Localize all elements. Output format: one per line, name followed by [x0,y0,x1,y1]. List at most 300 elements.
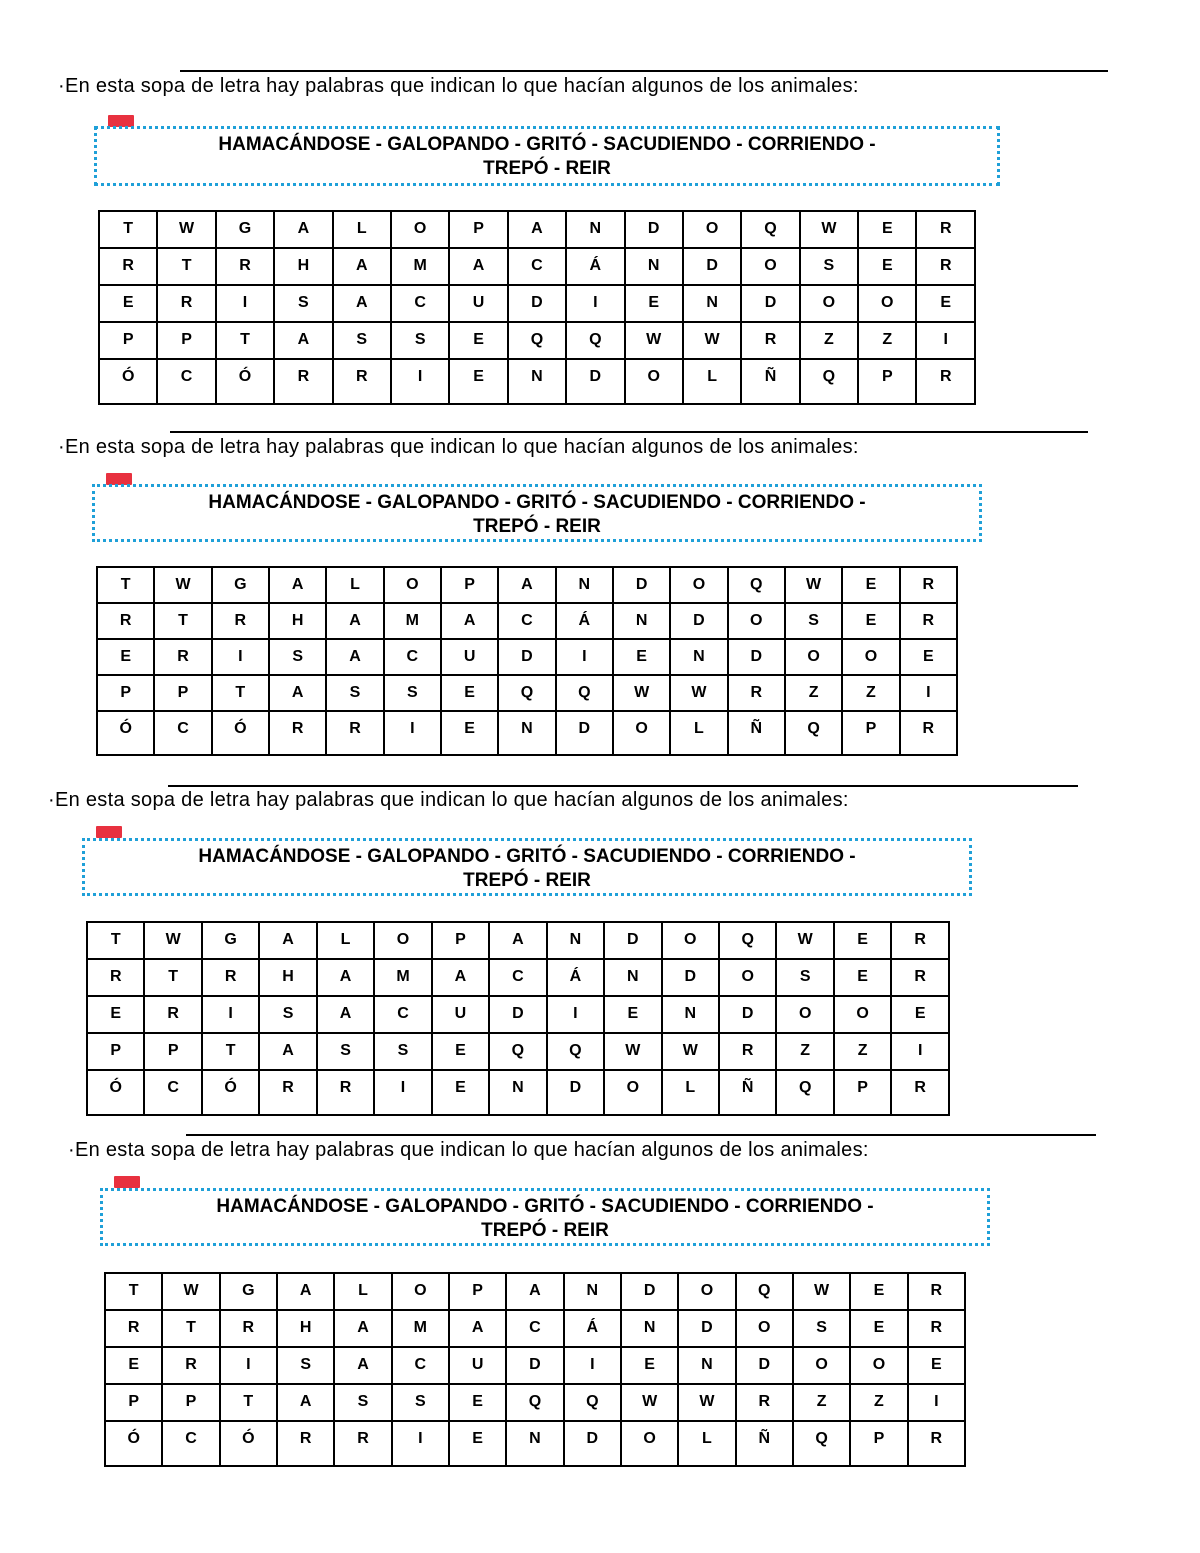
word-list-line-1: HAMACÁNDOSE - GALOPANDO - GRITÓ - SACUDIENDO - CORRIENDO - [198,846,856,867]
grid-cell: W [162,1273,219,1310]
grid-cell: O [391,211,449,248]
grid-cell: W [154,567,211,603]
grid-cell: Q [728,567,785,603]
grid-cell: Q [719,922,776,959]
grid-cell: E [99,285,157,322]
grid-cell: E [441,711,498,755]
grid-cell: R [736,1384,793,1421]
grid-row [97,711,957,755]
grid-cell: O [613,711,670,755]
grid-row [97,675,957,711]
grid-cell: I [220,1347,277,1384]
grid-cell: R [317,1070,374,1115]
grid-cell: N [604,959,661,996]
grid-cell: I [202,996,259,1033]
grid-cell: N [508,359,566,404]
grid-cell: I [900,675,957,711]
grid-cell: I [564,1347,621,1384]
top-rule [170,431,1088,433]
grid-cell: R [269,711,326,755]
grid-cell: R [274,359,332,404]
grid-cell: R [162,1347,219,1384]
grid-cell: D [736,1347,793,1384]
grid-cell: E [441,675,498,711]
grid-cell: O [621,1421,678,1466]
grid-cell: O [392,1273,449,1310]
word-list-line-1: HAMACÁNDOSE - GALOPANDO - GRITÓ - SACUDIENDO - CORRIENDO - [216,1196,874,1217]
grid-cell: D [728,639,785,675]
grid-cell: A [334,1310,391,1347]
grid-cell: L [326,567,383,603]
grid-cell: R [908,1273,965,1310]
grid-cell: P [157,322,215,359]
instruction-text: ·En esta sopa de letra hay palabras que indican lo que hacían algunos de los animales: [68,1139,869,1161]
grid-cell: P [842,711,899,755]
grid-cell: M [391,248,449,285]
grid-cell: R [202,959,259,996]
grid-cell: C [506,1310,563,1347]
grid-cell: O [728,603,785,639]
grid-cell: P [850,1421,907,1466]
grid-cell: S [259,996,316,1033]
grid-cell: A [441,603,498,639]
grid-cell: E [625,285,683,322]
grid-cell: C [508,248,566,285]
grid-cell: S [277,1347,334,1384]
top-rule [186,1134,1096,1136]
grid-cell: D [566,359,624,404]
grid-cell: I [391,359,449,404]
word-list-line-1: HAMACÁNDOSE - GALOPANDO - GRITÓ - SACUDIENDO - CORRIENDO - [208,492,866,513]
grid-cell: S [317,1033,374,1070]
grid-cell: R [333,359,391,404]
grid-cell: N [566,211,624,248]
grid-cell: Ñ [741,359,799,404]
grid-cell: C [489,959,546,996]
grid-cell: Q [736,1273,793,1310]
grid-cell: R [144,996,201,1033]
grid-cell: E [604,996,661,1033]
grid-cell: N [564,1273,621,1310]
grid-cell: Ó [202,1070,259,1115]
grid-row [97,603,957,639]
grid-cell: T [162,1310,219,1347]
grid-cell: S [391,322,449,359]
grid-cell: G [212,567,269,603]
grid-cell: E [900,639,957,675]
grid-cell: R [99,248,157,285]
grid-cell: E [908,1347,965,1384]
grid-cell: O [670,567,727,603]
grid-cell: N [498,711,555,755]
grid-cell: R [334,1421,391,1466]
grid-cell: M [392,1310,449,1347]
grid-cell: Q [506,1384,563,1421]
grid-cell: W [613,675,670,711]
grid-cell: A [277,1273,334,1310]
grid-cell: D [498,639,555,675]
grid-cell: C [154,711,211,755]
grid-cell: E [891,996,949,1033]
grid-cell: A [506,1273,563,1310]
grid-cell: C [162,1421,219,1466]
instruction-text: ·En esta sopa de letra hay palabras que indican lo que hacían algunos de los animales: [58,75,859,97]
grid-cell: E [858,248,916,285]
grid-cell: R [212,603,269,639]
grid-cell: N [506,1421,563,1466]
grid-cell: W [621,1384,678,1421]
grid-cell: D [564,1421,621,1466]
grid-cell: Q [508,322,566,359]
grid-cell: Ó [212,711,269,755]
grid-cell: Q [547,1033,604,1070]
grid-cell: W [157,211,215,248]
grid-cell: G [216,211,274,248]
grid-cell: S [374,1033,431,1070]
grid-row [87,959,949,996]
grid-cell: I [216,285,274,322]
grid-cell: Ó [220,1421,277,1466]
grid-cell: N [662,996,719,1033]
grid-cell: T [105,1273,162,1310]
grid-cell: N [621,1310,678,1347]
grid-cell: I [384,711,441,755]
grid-cell: R [741,322,799,359]
grid-cell: E [842,603,899,639]
grid-cell: R [891,1070,949,1115]
grid-cell: D [506,1347,563,1384]
grid-cell: C [157,359,215,404]
grid-row [105,1310,965,1347]
grid-cell: R [916,248,975,285]
grid-cell: A [326,639,383,675]
grid-cell: S [776,959,833,996]
instruction-text: ·En esta sopa de letra hay palabras que indican lo que hacían algunos de los animales: [58,436,859,458]
grid-row [105,1384,965,1421]
grid-cell: D [678,1310,735,1347]
grid-cell: P [834,1070,891,1115]
grid-cell: R [916,359,975,404]
grid-cell: O [741,248,799,285]
grid-cell: D [604,922,661,959]
grid-cell: Á [547,959,604,996]
grid-cell: S [384,675,441,711]
word-list-box [82,838,972,896]
grid-cell: A [259,1033,316,1070]
grid-row [99,359,975,404]
grid-cell: Q [800,359,858,404]
grid-cell: A [498,567,555,603]
grid-cell: R [97,603,154,639]
grid-cell: T [220,1384,277,1421]
grid-cell: O [858,285,916,322]
grid-cell: P [449,1273,506,1310]
grid-cell: R [259,1070,316,1115]
grid-cell: D [625,211,683,248]
grid-cell: W [625,322,683,359]
grid-cell: O [719,959,776,996]
grid-cell: Q [776,1070,833,1115]
grid-cell: E [97,639,154,675]
grid-cell: A [432,959,489,996]
grid-cell: O [850,1347,907,1384]
grid-cell: C [392,1347,449,1384]
grid-cell: S [333,322,391,359]
grid-cell: O [776,996,833,1033]
grid-cell: N [678,1347,735,1384]
grid-cell: L [670,711,727,755]
grid-cell: R [157,285,215,322]
grid-cell: O [604,1070,661,1115]
grid-cell: E [449,359,507,404]
grid-cell: T [202,1033,259,1070]
grid-row [99,211,975,248]
grid-cell: A [259,922,316,959]
grid-cell: E [432,1070,489,1115]
grid-cell: Z [785,675,842,711]
grid-cell: T [216,322,274,359]
grid-cell: P [432,922,489,959]
grid-cell: W [800,211,858,248]
grid-row [87,996,949,1033]
grid-cell: A [269,567,326,603]
grid-cell: O [662,922,719,959]
grid-cell: I [916,322,975,359]
grid-cell: Q [741,211,799,248]
grid-cell: T [157,248,215,285]
grid-cell: Ñ [736,1421,793,1466]
grid-cell: M [384,603,441,639]
red-tab-icon [96,826,122,838]
grid-cell: A [449,1310,506,1347]
grid-cell: L [333,211,391,248]
grid-cell: S [274,285,332,322]
grid-cell: A [317,959,374,996]
grid-cell: A [277,1384,334,1421]
grid-cell: Q [793,1421,850,1466]
grid-cell: Z [776,1033,833,1070]
letter-grid [86,921,950,1116]
grid-cell: A [333,285,391,322]
grid-cell: E [834,922,891,959]
grid-cell: G [220,1273,277,1310]
grid-cell: A [508,211,566,248]
grid-row [105,1273,965,1310]
grid-cell: C [498,603,555,639]
grid-cell: O [842,639,899,675]
grid-cell: R [277,1421,334,1466]
grid-cell: C [144,1070,201,1115]
grid-cell: W [785,567,842,603]
grid-cell: Ó [216,359,274,404]
grid-cell: H [269,603,326,639]
grid-cell: Q [556,675,613,711]
grid-row [87,1070,949,1115]
grid-cell: Q [566,322,624,359]
grid-cell: R [900,567,957,603]
grid-cell: O [678,1273,735,1310]
grid-cell: S [392,1384,449,1421]
grid-cell: R [900,711,957,755]
word-list-line-2: TREPÓ - REIR [473,516,601,537]
grid-cell: A [274,322,332,359]
grid-cell: S [785,603,842,639]
top-rule [180,70,1108,72]
grid-cell: D [621,1273,678,1310]
grid-cell: A [317,996,374,1033]
grid-cell: E [850,1310,907,1347]
grid-cell: R [719,1033,776,1070]
grid-cell: O [625,359,683,404]
grid-cell: R [908,1310,965,1347]
grid-cell: I [547,996,604,1033]
grid-cell: I [566,285,624,322]
grid-cell: P [858,359,916,404]
grid-cell: R [105,1310,162,1347]
grid-cell: R [916,211,975,248]
grid-cell: N [556,567,613,603]
grid-cell: R [216,248,274,285]
grid-cell: I [908,1384,965,1421]
word-list-box [92,484,982,542]
grid-cell: C [374,996,431,1033]
grid-row [105,1421,965,1466]
grid-cell: E [850,1273,907,1310]
grid-cell: H [274,248,332,285]
grid-cell: D [508,285,566,322]
grid-cell: T [99,211,157,248]
grid-cell: R [891,922,949,959]
grid-cell: N [670,639,727,675]
grid-cell: D [670,603,727,639]
grid-cell: E [87,996,144,1033]
grid-cell: R [154,639,211,675]
grid-cell: A [269,675,326,711]
grid-cell: W [670,675,727,711]
grid-cell: U [449,285,507,322]
grid-cell: S [269,639,326,675]
grid-row [97,639,957,675]
top-rule [168,785,1078,787]
grid-cell: D [547,1070,604,1115]
grid-cell: Ñ [728,711,785,755]
grid-cell: T [87,922,144,959]
grid-cell: U [441,639,498,675]
grid-cell: E [834,959,891,996]
grid-cell: T [97,567,154,603]
grid-cell: D [489,996,546,1033]
grid-cell: P [449,211,507,248]
grid-cell: P [154,675,211,711]
grid-cell: L [662,1070,719,1115]
grid-cell: U [432,996,489,1033]
grid-cell: T [144,959,201,996]
grid-cell: N [683,285,741,322]
grid-cell: I [374,1070,431,1115]
grid-cell: O [793,1347,850,1384]
grid-cell: A [449,248,507,285]
grid-cell: N [547,922,604,959]
word-list-line-2: TREPÓ - REIR [481,1220,609,1241]
grid-cell: S [800,248,858,285]
grid-cell: L [683,359,741,404]
letter-grid [96,566,958,756]
grid-cell: Á [566,248,624,285]
grid-cell: R [728,675,785,711]
grid-cell: A [326,603,383,639]
grid-cell: W [144,922,201,959]
word-list-line-1: HAMACÁNDOSE - GALOPANDO - GRITÓ - SACUDIENDO - CORRIENDO - [218,134,876,155]
grid-cell: Ó [87,1070,144,1115]
grid-cell: Z [834,1033,891,1070]
word-list-box [100,1188,990,1246]
grid-cell: S [334,1384,391,1421]
grid-cell: O [374,922,431,959]
grid-cell: W [776,922,833,959]
grid-cell: N [613,603,670,639]
letter-grid [98,210,976,405]
grid-cell: O [785,639,842,675]
grid-cell: W [793,1273,850,1310]
grid-cell: Ó [97,711,154,755]
grid-cell: W [683,322,741,359]
instruction-text: ·En esta sopa de letra hay palabras que indican lo que hacían algunos de los animales: [48,789,849,811]
grid-cell: W [662,1033,719,1070]
grid-cell: Ó [105,1421,162,1466]
grid-cell: D [556,711,613,755]
grid-cell: E [449,1384,506,1421]
grid-cell: L [317,922,374,959]
grid-cell: S [326,675,383,711]
word-list-line-2: TREPÓ - REIR [463,870,591,891]
grid-cell: N [489,1070,546,1115]
grid-cell: P [87,1033,144,1070]
grid-cell: P [144,1033,201,1070]
grid-cell: E [842,567,899,603]
grid-cell: E [449,1421,506,1466]
grid-cell: E [613,639,670,675]
grid-cell: O [736,1310,793,1347]
grid-cell: Z [858,322,916,359]
grid-cell: O [384,567,441,603]
grid-row [87,1033,949,1070]
grid-cell: Q [498,675,555,711]
grid-cell: R [87,959,144,996]
grid-cell: W [678,1384,735,1421]
grid-cell: E [449,322,507,359]
grid-cell: O [800,285,858,322]
grid-cell: Q [564,1384,621,1421]
grid-cell: D [683,248,741,285]
grid-cell: Q [785,711,842,755]
grid-cell: E [621,1347,678,1384]
grid-cell: R [908,1421,965,1466]
grid-cell: P [97,675,154,711]
grid-cell: D [613,567,670,603]
grid-row [105,1347,965,1384]
grid-cell: A [334,1347,391,1384]
grid-cell: C [384,639,441,675]
grid-cell: Ñ [719,1070,776,1115]
grid-cell: E [916,285,975,322]
grid-cell: C [391,285,449,322]
grid-row [99,322,975,359]
word-list-line-2: TREPÓ - REIR [483,158,611,179]
grid-cell: E [858,211,916,248]
grid-cell: E [105,1347,162,1384]
word-list-box [94,126,1000,186]
grid-cell: D [662,959,719,996]
